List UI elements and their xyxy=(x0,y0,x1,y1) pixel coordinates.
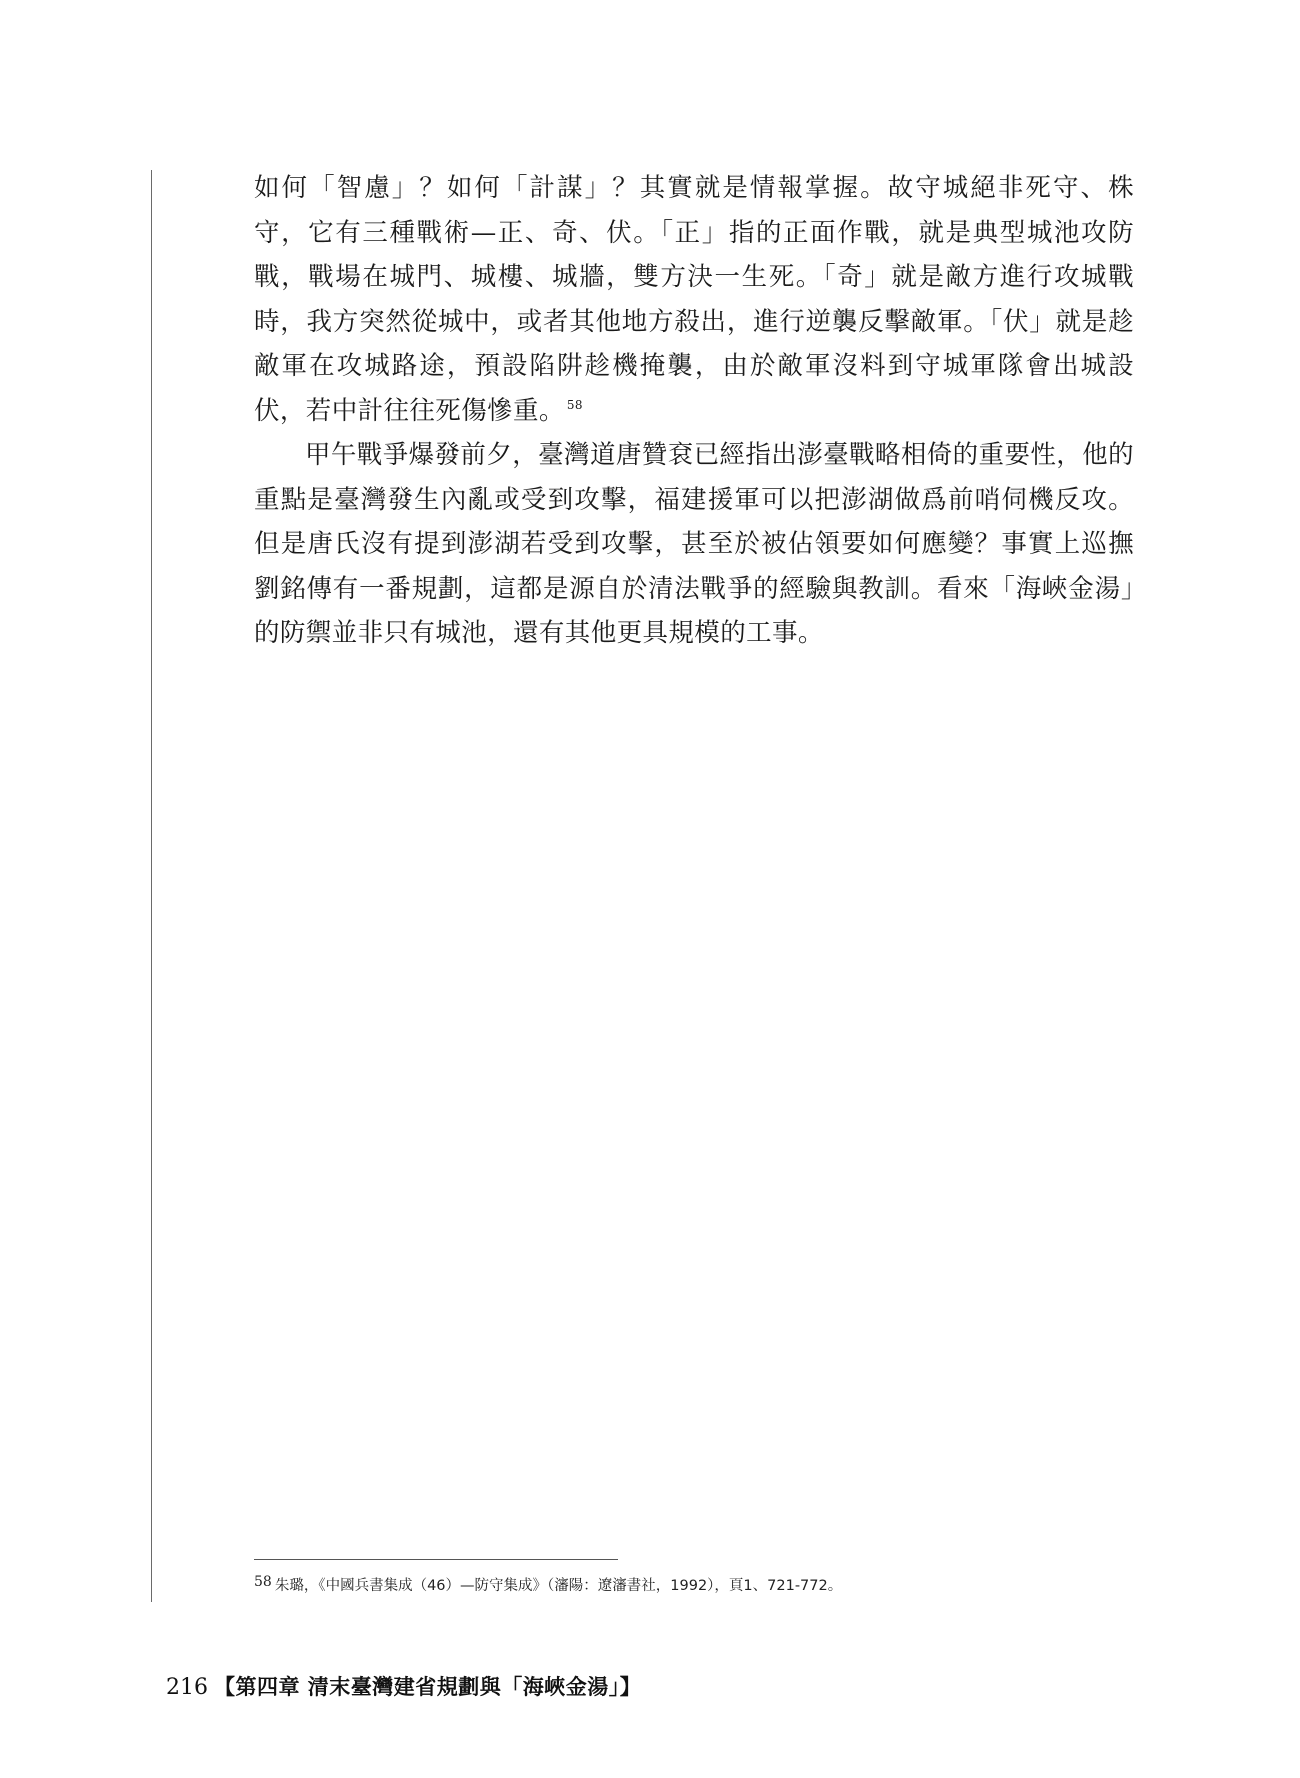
page-number: 216 xyxy=(166,1675,208,1700)
paragraph-2 xyxy=(254,433,1134,656)
footnote-ref-58[interactable]: 58 xyxy=(566,398,583,412)
running-footer xyxy=(166,1671,641,1701)
footnote-text: 朱璐，《中國兵書集成（46）—防守集成》（瀋陽：遼瀋書社，1992），頁1、721-772。 xyxy=(274,1578,843,1594)
paragraph-1 xyxy=(254,166,1134,433)
body-text xyxy=(254,166,1134,656)
footnote-number: 58 xyxy=(254,1574,272,1590)
paragraph-2-text: 甲午戰爭爆發前夕，臺灣道唐贊袞已經指出澎臺戰略相倚的重要性，他的重點是臺灣發生內亂或受到攻擊，福建援軍可以把澎湖做爲前哨伺機反攻。但是唐氏沒有提到澎湖若受到攻擊，甚至於被佔領要如何應變？事實上巡撫劉銘傳有一番規劃，這都是源自於清法戰爭的經驗與教訓。看來「海峽金湯」的防禦並非只有城池，還有其他更具規模的工事。 xyxy=(254,440,1134,648)
footnote-58 xyxy=(254,1574,1154,1595)
footnote-separator xyxy=(254,1559,618,1560)
paragraph-1-text: 如何「智慮」？如何「計謀」？其實就是情報掌握。故守城絕非死守、株守，它有三種戰術—正、奇、伏。「正」指的正面作戰，就是典型城池攻防戰，戰場在城門、城樓、城牆，雙方決一生死。「奇」就是敵方進行攻城戰時，我方突然從城中，或者其他地方殺出，進行逆襲反擊敵軍。「伏」就是趁敵軍在攻城路途，預設陷阱趁機掩襲，由於敵軍沒料到守城軍隊會出城設伏，若中計往往死傷慘重。 xyxy=(254,173,1134,426)
chapter-title: 【第四章 清末臺灣建省規劃與「海峽金湯」】 xyxy=(214,1674,642,1699)
margin-rule xyxy=(151,170,152,1602)
